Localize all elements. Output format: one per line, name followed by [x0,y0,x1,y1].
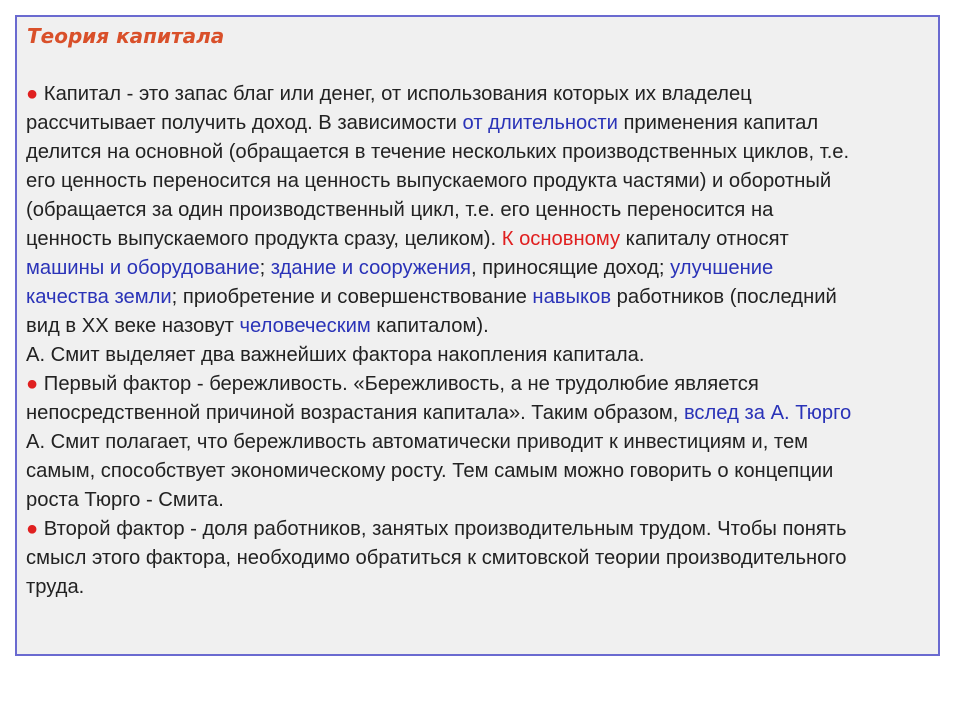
text-line [26,515,931,544]
text-line [26,544,931,573]
text-span: Капитал - это запас благ или денег, от использования которых их владелец [38,83,752,105]
text-span: применения капитал [617,112,819,134]
bullet-icon: ● [26,373,39,395]
text-span: вид в XX веке назовут [26,315,240,337]
highlighted-term: улучшение [670,257,774,279]
text-line [26,80,931,109]
text-span: Второй фактор - доля работников, занятых производительным трудом. Чтобы понять [38,518,847,540]
text-line [26,486,931,515]
text-span: , приносящие доход; [470,257,671,279]
text-span: А. Смит полагает, что бережливость автоматически приводит к инвестициям и, тем [26,431,809,453]
text-line [26,312,931,341]
highlighted-term: от длительности [462,112,618,134]
text-line [26,283,931,312]
slide-title: Теория капитала [27,24,225,48]
text-span: делится на основной (обращается в течение нескольких производственных циклов, т.е. [26,141,850,163]
text-span: (обращается за один производственный цикл, т.е. его ценность переносится на [26,199,774,221]
text-line [26,254,931,283]
text-span: непосредственной причиной возрастания капитала». Таким образом, [26,402,684,424]
highlighted-term: вслед за А. Тюрго [683,402,852,424]
text-line [26,457,931,486]
highlighted-term: человеческим [239,315,371,337]
text-line [26,138,931,167]
body-text [26,80,931,602]
text-line [26,573,931,602]
highlighted-term: навыков [532,286,612,308]
text-span: его ценность переносится на ценность выпускаемого продукта частями) и оборотный [26,170,832,192]
text-span: ; приобретение и совершенствование [171,286,533,308]
text-line [26,225,931,254]
text-line [26,167,931,196]
text-span: самым, способствует экономическому росту. Тем самым можно говорить о концепции [26,460,834,482]
text-span: Первый фактор - бережливость. «Бережливость, а не трудолюбие является [38,373,759,395]
text-span: рассчитывает получить доход. В зависимости [26,112,463,134]
text-span: работников (последний [611,286,837,308]
highlighted-term: машины и оборудование [26,257,260,279]
bullet-icon: ● [26,518,39,540]
text-line [26,341,931,370]
text-line [26,370,931,399]
text-span: роста Тюрго - Смита. [26,489,224,511]
text-span: капиталом). [370,315,489,337]
highlighted-term: здание и сооружения [270,257,471,279]
text-span: ; [259,257,271,279]
text-span: смысл этого фактора, необходимо обратиться к смитовской теории производительного [26,547,847,569]
text-span: А. Смит выделяет два важнейших фактора накопления капитала. [26,344,645,366]
highlighted-term: качества земли [26,286,172,308]
text-span: труда. [26,576,85,598]
text-line [26,109,931,138]
highlighted-term-red: К основному [501,228,621,250]
bullet-icon: ● [26,83,39,105]
text-span: капиталу относят [620,228,789,250]
text-span: ценность выпускаемого продукта сразу, целиком). [26,228,502,250]
text-line [26,428,931,457]
text-line [26,399,931,428]
text-line [26,196,931,225]
